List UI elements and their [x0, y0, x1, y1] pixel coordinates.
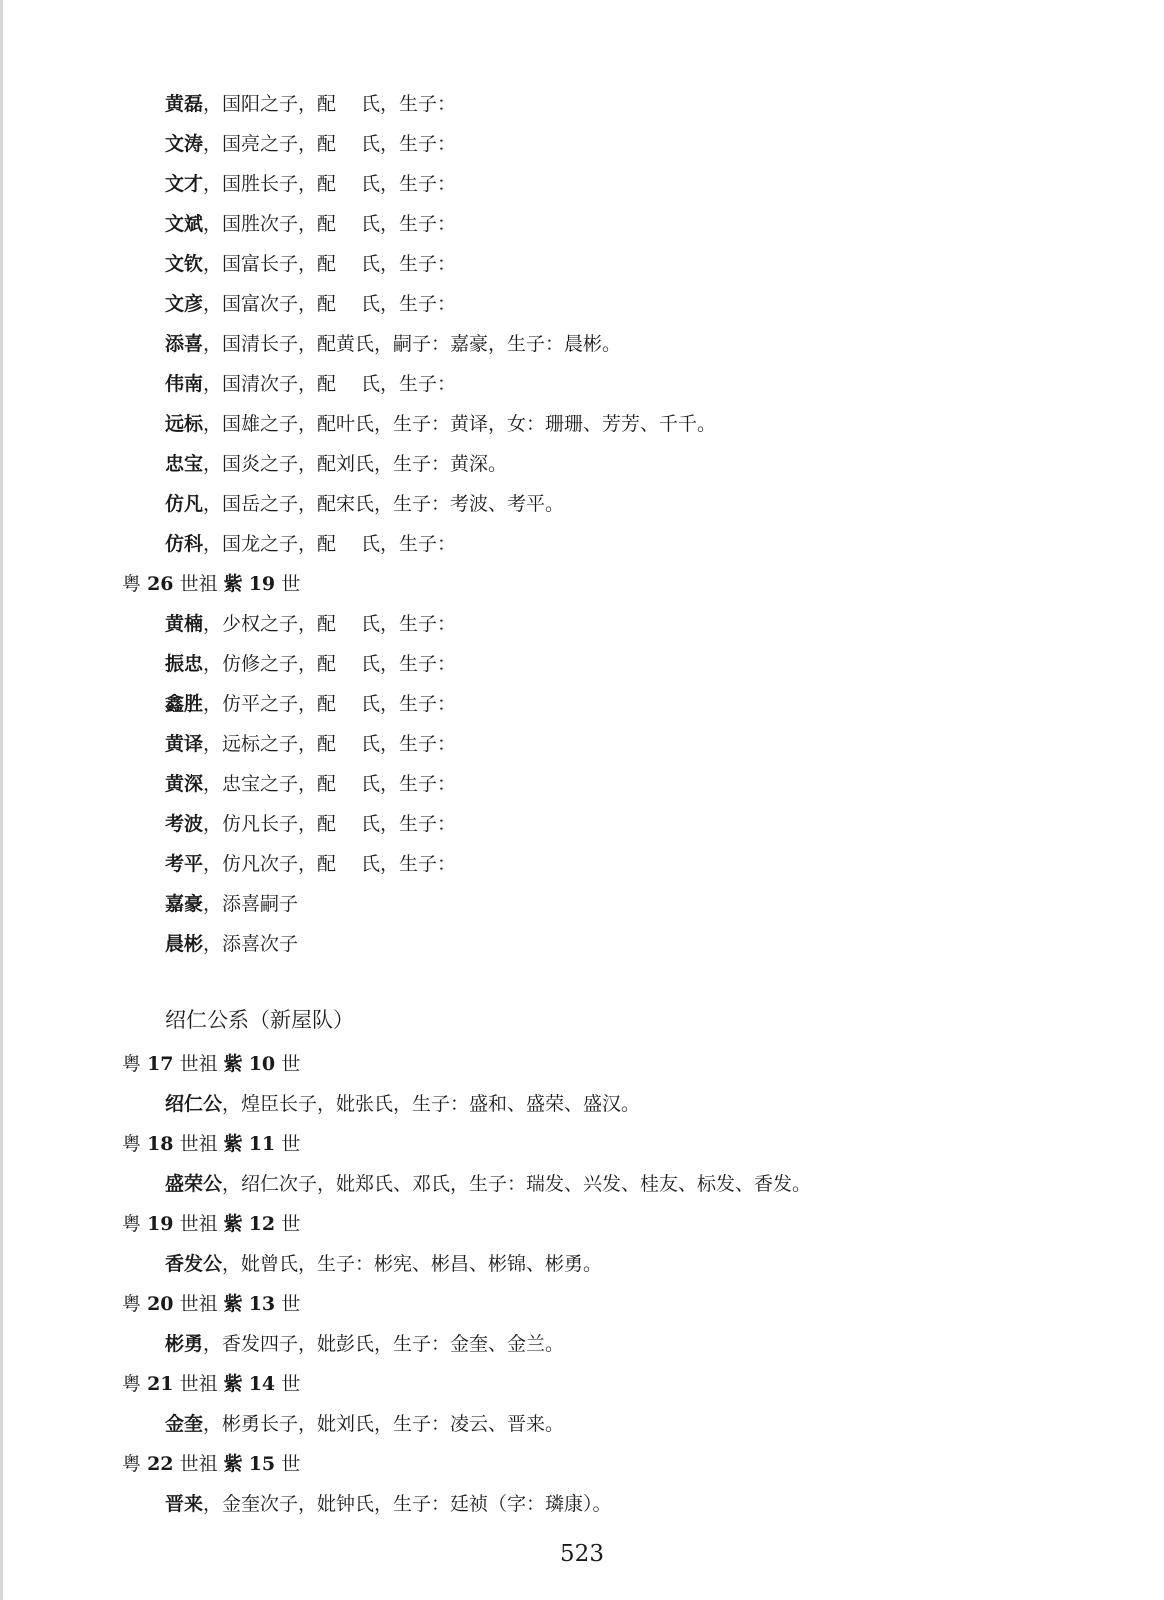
gen-number-2: 15: [248, 1453, 276, 1475]
gen-suffix: 世: [281, 1373, 301, 1395]
gen-zi: 紫: [223, 1213, 243, 1235]
gen-zi: 紫: [223, 1133, 243, 1155]
gen-number: 21: [147, 1373, 174, 1395]
gen-suffix: 世: [281, 1213, 301, 1235]
entry-text: ，仿修之子，配 氏，生子：: [203, 653, 457, 675]
gen-suffix: 世: [281, 573, 301, 595]
entry-text: ，国亮之子，配 氏，生子：: [203, 133, 457, 155]
entry-name: 黄楠: [165, 613, 204, 635]
gen-suffix: 世: [281, 1453, 301, 1475]
gen-suffix: 世: [281, 1293, 301, 1315]
entry-text: ，仿平之子，配 氏，生子：: [203, 693, 457, 715]
entry-name: 文彦: [165, 293, 204, 315]
entry-name: 黄译: [165, 733, 204, 755]
gen-suffix: 世: [281, 1053, 301, 1075]
entry-text: ，煌臣长子，妣张氏，生子：盛和、盛荣、盛汉。: [222, 1093, 641, 1115]
entry-line: [165, 132, 456, 156]
gen-number: 18: [147, 1133, 174, 1155]
entry-name: 黄深: [165, 773, 204, 795]
entry-text: ，少权之子，配 氏，生子：: [203, 613, 457, 635]
entry-text: ，国胜次子，配 氏，生子：: [203, 213, 457, 235]
gen-label: 世祖: [179, 1213, 218, 1235]
gen-label: 世祖: [179, 1453, 218, 1475]
entry-name: 鑫胜: [165, 693, 204, 715]
entry-name: 添喜: [165, 333, 204, 355]
entry-name: 文钦: [165, 253, 204, 275]
gen-zi: 紫: [223, 1293, 243, 1315]
entry-line: [165, 492, 564, 516]
entry-text: ，国胜长子，配 氏，生子：: [203, 173, 457, 195]
entry-text: ，彬勇长子，妣刘氏，生子：凌云、晋来。: [203, 1413, 565, 1435]
gen-prefix: 粤: [122, 1053, 142, 1075]
entry-line: [165, 1332, 564, 1356]
entry-line: [165, 1172, 811, 1196]
gen-prefix: 粤: [122, 1133, 142, 1155]
generation-heading: [122, 1052, 300, 1076]
gen-zi: 紫: [223, 1373, 243, 1395]
gen-label: 世祖: [179, 1373, 218, 1395]
generation-heading: [122, 1292, 300, 1316]
entry-text: ，仿凡长子，配 氏，生子：: [203, 813, 457, 835]
entry-line: [165, 332, 621, 356]
gen-number: 20: [147, 1293, 174, 1315]
entry-name: 晨彬: [165, 933, 204, 955]
gen-label: 世祖: [179, 1293, 218, 1315]
entry-name: 伟南: [165, 373, 204, 395]
generation-heading: [122, 572, 300, 596]
entry-text: ，添喜次子: [203, 933, 299, 955]
gen-label: 世祖: [179, 1053, 218, 1075]
page-number: 523: [560, 1541, 604, 1567]
entry-line: [165, 172, 456, 196]
section-title: 绍仁公系（新屋队）: [165, 1008, 354, 1032]
gen-zi: 紫: [223, 1453, 243, 1475]
gen-prefix: 粤: [122, 1453, 142, 1475]
entry-name: 绍仁公: [165, 1093, 223, 1115]
entry-line: [165, 892, 298, 916]
entry-name: 嘉豪: [165, 893, 204, 915]
entry-line: [165, 1412, 564, 1436]
gen-number-2: 19: [248, 573, 276, 595]
entry-text: ，妣曾氏，生子：彬宪、彬昌、彬锦、彬勇。: [222, 1253, 603, 1275]
entry-line: [165, 852, 456, 876]
gen-number: 22: [147, 1453, 174, 1475]
entry-text: ，国阳之子，配 氏，生子：: [203, 93, 457, 115]
entry-name: 晋来: [165, 1493, 204, 1515]
entry-line: [165, 412, 716, 436]
entry-line: [165, 612, 456, 636]
entry-line: [165, 732, 456, 756]
entry-text: ，国雄之子，配叶氏，生子：黄译，女：珊珊、芳芳、千千。: [203, 413, 717, 435]
entry-text: ，国富次子，配 氏，生子：: [203, 293, 457, 315]
gen-number-2: 12: [248, 1213, 276, 1235]
entry-name: 文涛: [165, 133, 204, 155]
generation-heading: [122, 1212, 300, 1236]
gen-number: 26: [147, 573, 174, 595]
entry-text: ，国炎之子，配刘氏，生子：黄深。: [203, 453, 508, 475]
entry-text: ，忠宝之子，配 氏，生子：: [203, 773, 457, 795]
entry-name: 振忠: [165, 653, 204, 675]
entry-line: [165, 932, 298, 956]
entry-name: 盛荣公: [165, 1173, 223, 1195]
entry-name: 远标: [165, 413, 204, 435]
entry-name: 黄磊: [165, 93, 204, 115]
entry-line: [165, 812, 456, 836]
entry-name: 彬勇: [165, 1333, 204, 1355]
entry-line: [165, 772, 456, 796]
entry-line: [165, 1252, 602, 1276]
gen-label: 世祖: [179, 1133, 218, 1155]
scan-edge: [0, 0, 3, 1600]
entry-name: 文才: [165, 173, 204, 195]
gen-number-2: 14: [248, 1373, 276, 1395]
entry-line: [165, 452, 507, 476]
entry-name: 文斌: [165, 213, 204, 235]
gen-zi: 紫: [223, 573, 243, 595]
entry-name: 仿凡: [165, 493, 204, 515]
entry-text: ，国富长子，配 氏，生子：: [203, 253, 457, 275]
entry-name: 金奎: [165, 1413, 204, 1435]
entry-line: [165, 92, 456, 116]
gen-zi: 紫: [223, 1053, 243, 1075]
gen-prefix: 粤: [122, 573, 142, 595]
gen-prefix: 粤: [122, 1373, 142, 1395]
entry-text: ，国清次子，配 氏，生子：: [203, 373, 457, 395]
gen-prefix: 粤: [122, 1213, 142, 1235]
gen-number-2: 10: [248, 1053, 276, 1075]
entry-line: [165, 652, 456, 676]
gen-number: 19: [147, 1213, 174, 1235]
entry-name: 香发公: [165, 1253, 223, 1275]
entry-text: ，香发四子，妣彭氏，生子：金奎、金兰。: [203, 1333, 565, 1355]
generation-heading: [122, 1372, 300, 1396]
entry-text: ，国龙之子，配 氏，生子：: [203, 533, 457, 555]
entry-name: 仿科: [165, 533, 204, 555]
entry-line: [165, 252, 456, 276]
gen-number-2: 13: [248, 1293, 276, 1315]
entry-text: ，远标之子，配 氏，生子：: [203, 733, 457, 755]
gen-prefix: 粤: [122, 1293, 142, 1315]
entry-name: 忠宝: [165, 453, 204, 475]
entry-text: ，国清长子，配黄氏，嗣子：嘉豪，生子：晨彬。: [203, 333, 622, 355]
entry-line: [165, 532, 456, 556]
entry-line: [165, 212, 456, 236]
entry-text: ，仿凡次子，配 氏，生子：: [203, 853, 457, 875]
entry-name: 考波: [165, 813, 204, 835]
entry-line: [165, 1492, 612, 1516]
generation-heading: [122, 1132, 300, 1156]
entry-name: 考平: [165, 853, 204, 875]
generation-heading: [122, 1452, 300, 1476]
entry-text: ，金奎次子，妣钟氏，生子：廷祯（字：璘康）。: [203, 1493, 612, 1515]
gen-suffix: 世: [281, 1133, 301, 1155]
entry-line: [165, 692, 456, 716]
entry-line: [165, 1092, 640, 1116]
entry-text: ，绍仁次子，妣郑氏、邓氏，生子：瑞发、兴发、桂友、标发、香发。: [222, 1173, 812, 1195]
gen-number-2: 11: [248, 1133, 276, 1155]
gen-label: 世祖: [179, 573, 218, 595]
entry-line: [165, 292, 456, 316]
gen-number: 17: [147, 1053, 174, 1075]
entry-text: ，国岳之子，配宋氏，生子：考波、考平。: [203, 493, 565, 515]
entry-text: ，添喜嗣子: [203, 893, 299, 915]
entry-line: [165, 372, 456, 396]
